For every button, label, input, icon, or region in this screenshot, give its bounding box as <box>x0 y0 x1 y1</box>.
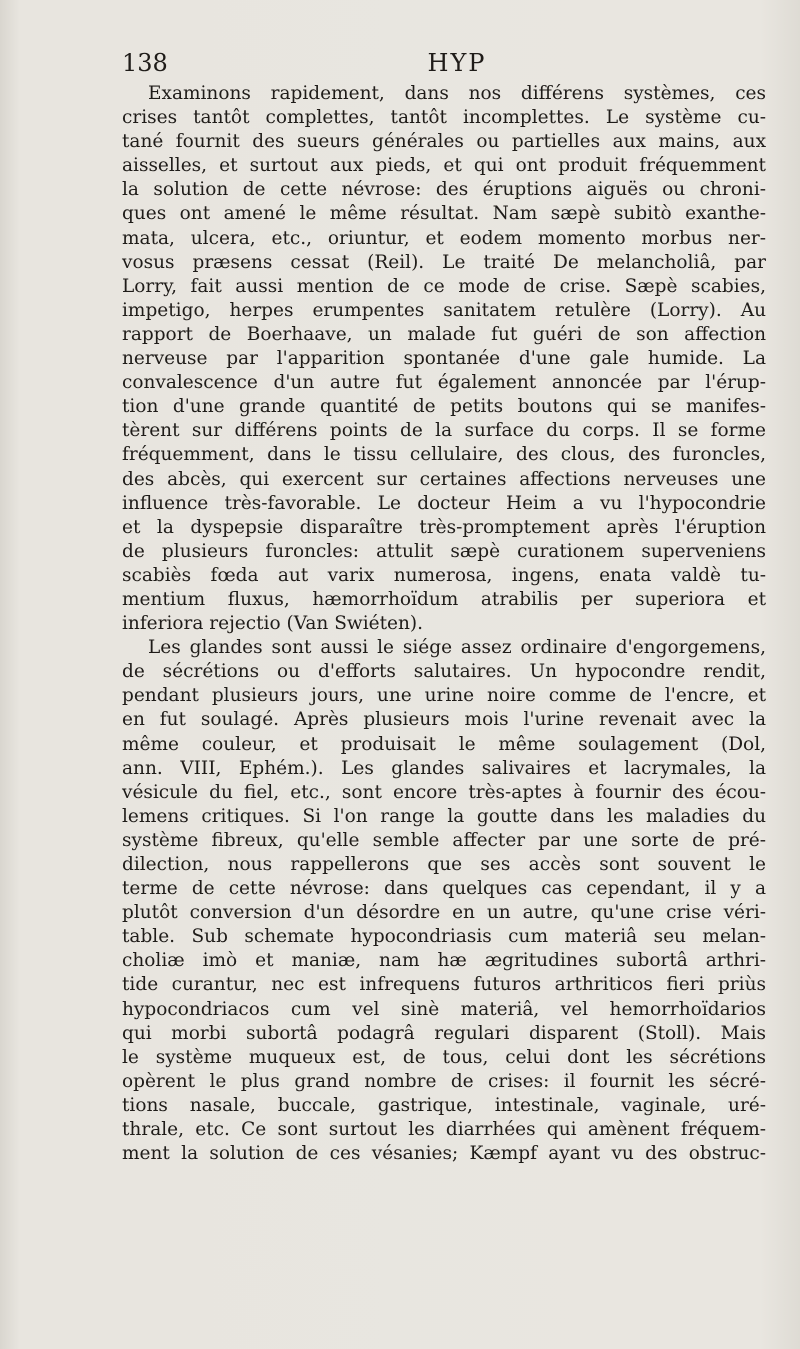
text-line: ann. VIII, Ephém.). Les glandes salivaires et lacrymales, la <box>122 757 766 779</box>
body-text <box>122 82 766 1166</box>
text-line: tané fournit des sueurs générales ou partielles aux mains, aux <box>122 131 766 153</box>
text-line: le système muqueux est, de tous, celui dont les sécrétions <box>122 1046 766 1068</box>
page-header <box>122 48 772 78</box>
text-line: mentium fluxus, hæmorrhoïdum atrabilis per superiora et <box>122 588 766 610</box>
text-line: fréquemment, dans le tissu cellulaire, des clous, des furoncles, <box>122 444 766 466</box>
text-line: de sécrétions ou d'efforts salutaires. Un hypocondre rendit, <box>122 661 766 683</box>
text-line: rapport de Boerhaave, un malade fut guéri de son affection <box>122 323 766 345</box>
text-line: terme de cette névrose: dans quelques cas cependant, il y a <box>122 878 766 900</box>
text-line: Examinons rapidement, dans nos différens systèmes, ces <box>148 83 766 104</box>
text-line: plutôt conversion d'un désordre en un autre, qu'une crise véri- <box>122 902 766 924</box>
text-line: ques ont amené le même résultat. Nam sæpè subitò exanthe- <box>122 203 766 225</box>
text-line: vosus præsens cessat (Reil). Le traité De melancholiâ, par <box>122 251 766 273</box>
text-line: pendant plusieurs jours, une urine noire comme de l'encre, et <box>122 685 766 707</box>
text-line: impetigo, herpes erumpentes sanitatem retulère (Lorry). Au <box>122 299 766 321</box>
text-line: de plusieurs furoncles: attulit sæpè curationem superveniens <box>122 540 766 562</box>
text-line: Les glandes sont aussi le siége assez ordinaire d'engorgemens, <box>148 637 766 659</box>
text-line: mata, ulcera, etc., oriuntur, et eodem momento morbus ner- <box>122 227 766 249</box>
text-line: ment la solution de ces vésanies; Kæmpf ayant vu des obstruc- <box>122 1143 766 1165</box>
text-line: nerveuse par l'apparition spontanée d'une gale humide. La <box>122 348 766 370</box>
text-line: en fut soulagé. Après plusieurs mois l'urine revenait avec la <box>122 709 766 731</box>
running-head: HYP <box>427 49 487 77</box>
text-line: et la dyspepsie disparaître très-promptement après l'éruption <box>122 516 766 538</box>
text-line: aisselles, et surtout aux pieds, et qui ont produit fréquemment <box>122 155 766 177</box>
text-line: influence très-favorable. Le docteur Heim a vu l'hypocondrie <box>122 492 766 514</box>
text-line: inferiora rejectio (Van Swiéten). <box>122 613 423 635</box>
text-line: lemens critiques. Si l'on range la goutte dans les maladies du <box>122 805 766 827</box>
text-line: même couleur, et produisait le même soulagement (Dol, <box>122 733 766 755</box>
text-line: Lorry, fait aussi mention de ce mode de crise. Sæpè scabies, <box>122 275 766 297</box>
text-line: hypocondriacos cum vel sinè materiâ, vel hemorrhoïdarios <box>122 998 766 1020</box>
text-line: système fibreux, qu'elle semble affecter par une sorte de pré- <box>122 829 766 851</box>
text-line: table. Sub schemate hypocondriasis cum materiâ seu melan- <box>122 926 766 948</box>
text-line: convalescence d'un autre fut également annoncée par l'érup- <box>122 372 766 394</box>
text-line: dilection, nous rappellerons que ses accès sont souvent le <box>122 854 766 875</box>
text-line: choliæ imò et maniæ, nam hæ ægritudines subortâ arthri- <box>122 950 766 972</box>
text-line: la solution de cette névrose: des éruptions aiguës ou chroni- <box>122 179 766 201</box>
text-line: tion d'une grande quantité de petits boutons qui se manifes- <box>122 396 766 418</box>
text-line: qui morbi subortâ podagrâ regulari disparent (Stoll). Mais <box>122 1022 766 1044</box>
text-line: tide curantur, nec est infrequens futuros arthriticos fieri priùs <box>122 974 766 996</box>
text-line: crises tantôt complettes, tantôt incomplettes. Le système cu- <box>122 107 766 129</box>
text-line: scabiès fœda aut varix numerosa, ingens, enata valdè tu- <box>122 564 766 586</box>
text-line: opèrent le plus grand nombre de crises: il fournit les sécré- <box>122 1070 766 1092</box>
text-line: des abcès, qui exercent sur certaines affections nerveuses une <box>122 468 766 490</box>
text-line: tèrent sur différens points de la surface du corps. Il se forme <box>122 420 766 442</box>
page-number: 138 <box>122 49 168 77</box>
text-line: tions nasale, buccale, gastrique, intestinale, vaginale, uré- <box>122 1094 766 1116</box>
text-line: vésicule du fiel, etc., sont encore très-aptes à fournir des écou- <box>122 781 766 803</box>
text-line: thrale, etc. Ce sont surtout les diarrhées qui amènent fréquem- <box>122 1119 766 1141</box>
